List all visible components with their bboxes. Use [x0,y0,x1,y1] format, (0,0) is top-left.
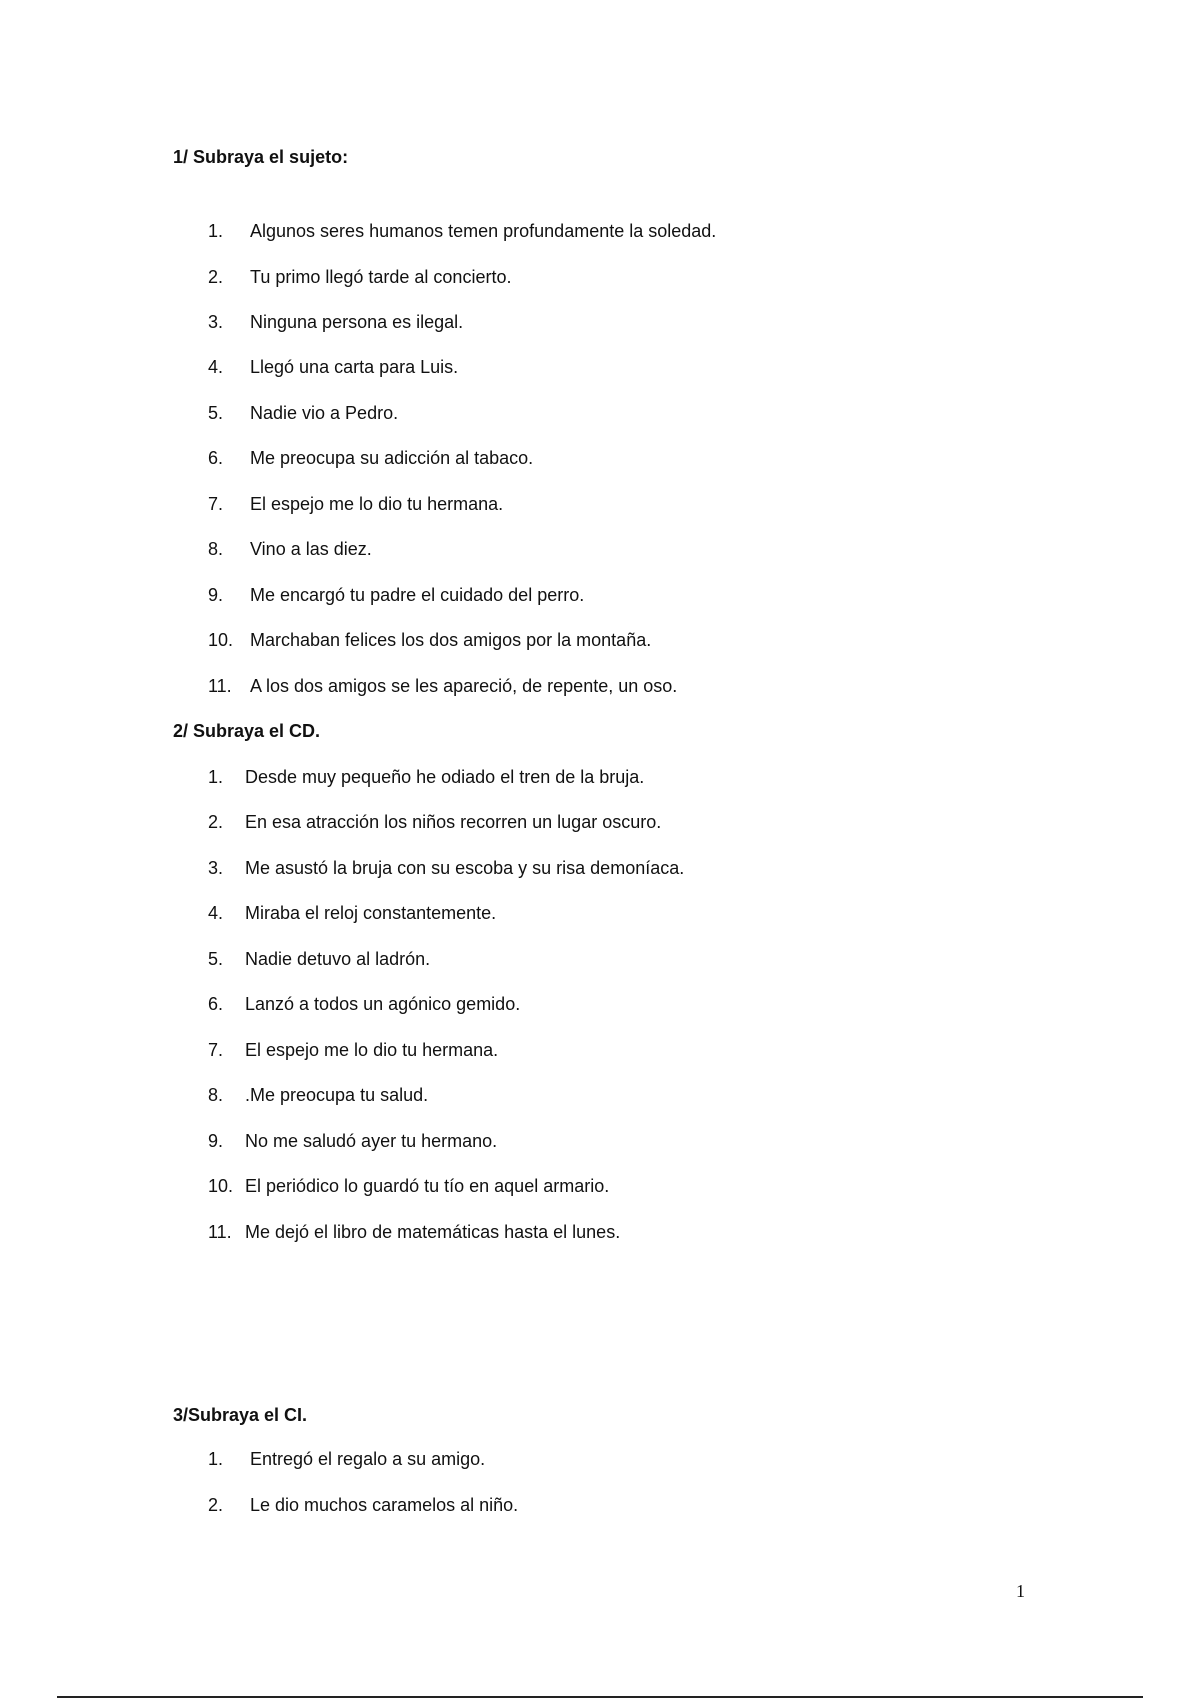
item-number: 1. [208,767,224,787]
item-text: Entregó el regalo a su amigo. [250,1449,486,1469]
item-number: 2. [208,267,224,287]
item-number: 6. [208,448,224,468]
item-number: 5. [208,949,224,969]
item-text: Miraba el reloj constantemente. [245,903,497,923]
item-text: El espejo me lo dio tu hermana. [245,1040,499,1060]
item-text: Me asustó la bruja con su escoba y su risa demoníaca. [245,858,685,878]
item-text: Algunos seres humanos temen profundamente la soledad. [250,221,717,241]
item-number: 9. [208,585,224,605]
section-heading: 3/Subraya el CI. [173,1405,308,1425]
item-number: 3. [208,858,224,878]
item-text: Me dejó el libro de matemáticas hasta el lunes. [245,1222,621,1242]
item-text: Tu primo llegó tarde al concierto. [250,267,512,287]
item-number: 11. [208,676,232,696]
item-number: 4. [208,903,224,923]
item-text: .Me preocupa tu salud. [245,1085,429,1105]
item-text: Vino a las diez. [250,539,372,559]
section-heading: 1/ Subraya el sujeto: [173,147,349,167]
item-number: 8. [208,1085,224,1105]
item-number: 9. [208,1131,224,1151]
item-text: Ninguna persona es ilegal. [250,312,464,332]
item-number: 4. [208,357,224,377]
item-number: 7. [208,494,224,514]
item-text: El periódico lo guardó tu tío en aquel armario. [245,1176,610,1196]
item-number: 2. [208,812,224,832]
item-text: Me encargó tu padre el cuidado del perro. [250,585,585,605]
item-number: 10. [208,1176,234,1196]
item-text: Marchaban felices los dos amigos por la montaña. [250,630,652,650]
item-text: En esa atracción los niños recorren un lugar oscuro. [245,812,662,832]
item-number: 8. [208,539,224,559]
item-number: 3. [208,312,224,332]
item-number: 1. [208,1449,224,1469]
section-heading: 2/ Subraya el CD. [173,721,321,741]
item-number: 7. [208,1040,224,1060]
item-number: 5. [208,403,224,423]
item-text: Llegó una carta para Luis. [250,357,459,377]
bottom-rule [57,1696,1143,1698]
item-text: No me saludó ayer tu hermano. [245,1131,498,1151]
item-text: Le dio muchos caramelos al niño. [250,1495,519,1515]
item-text: Me preocupa su adicción al tabaco. [250,448,534,468]
item-text: Desde muy pequeño he odiado el tren de la bruja. [245,767,645,787]
item-number: 6. [208,994,224,1014]
item-number: 11. [208,1222,232,1242]
item-number: 10. [208,630,234,650]
page-number: 1 [1016,1581,1025,1601]
item-number: 2. [208,1495,224,1515]
item-text: Nadie detuvo al ladrón. [245,949,431,969]
item-number: 1. [208,221,224,241]
item-text: A los dos amigos se les apareció, de repente, un oso. [250,676,678,696]
item-text: Nadie vio a Pedro. [250,403,399,423]
item-text: El espejo me lo dio tu hermana. [250,494,504,514]
item-text: Lanzó a todos un agónico gemido. [245,994,521,1014]
